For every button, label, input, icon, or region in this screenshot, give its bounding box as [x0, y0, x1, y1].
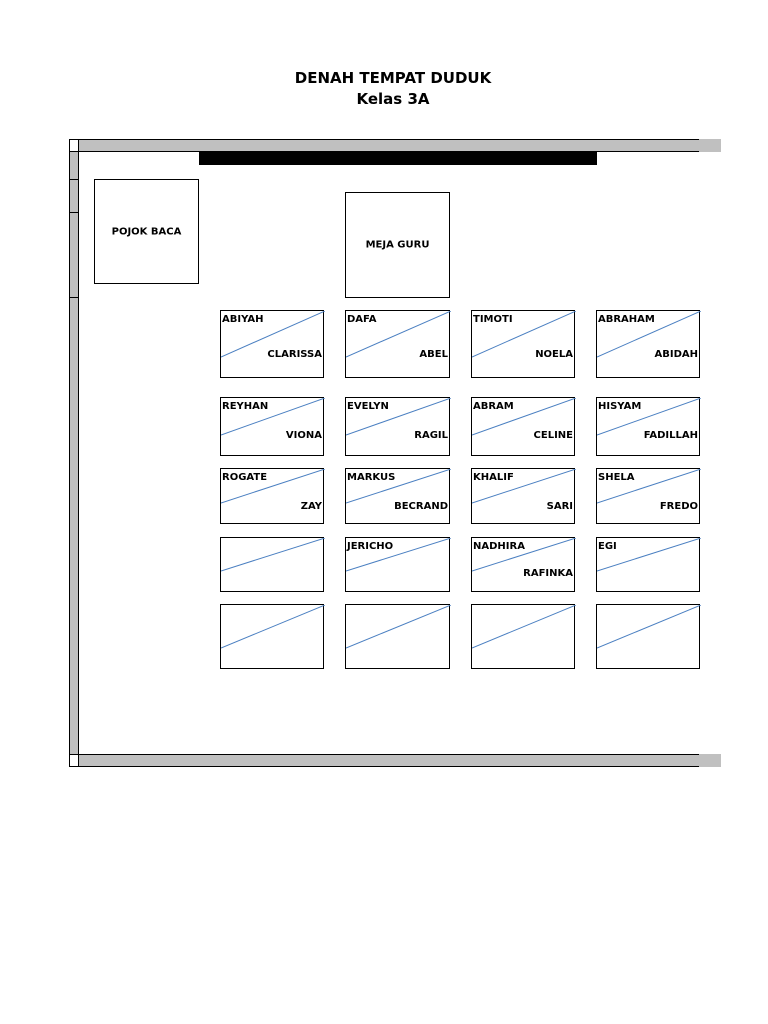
wall-segment-mark — [69, 212, 79, 213]
seat-name-left: NADHIRA — [473, 541, 525, 552]
desk-5-3 — [471, 604, 575, 669]
seat-name-left: JERICHO — [347, 541, 394, 552]
seat-name-right: CELINE — [533, 430, 573, 441]
seat-name-left: SHELA — [598, 472, 635, 483]
seat-name-right: ZAY — [300, 501, 322, 512]
blackboard — [199, 152, 597, 165]
teacher-desk-label: MEJA GURU — [365, 239, 430, 251]
bottom-left-corner — [69, 754, 79, 767]
seat-name-right: ABIDAH — [654, 349, 698, 360]
desk-3-1 — [220, 468, 324, 524]
seat-name-left: ABIYAH — [222, 314, 264, 325]
reading-corner-label: POJOK BACA — [111, 226, 182, 237]
seat-name-left: ABRAM — [473, 401, 514, 412]
seat-name-right: BECRAND — [394, 501, 448, 512]
seat-name-right: NOELA — [535, 349, 573, 360]
bottom-wall — [78, 754, 721, 767]
desk-2-4 — [596, 397, 700, 456]
seat-name-left: REYHAN — [222, 401, 269, 412]
seat-name-left: HISYAM — [598, 401, 642, 412]
desk-2-2 — [345, 397, 450, 456]
seat-name-left: DAFA — [347, 314, 377, 325]
desk-4-2 — [345, 537, 450, 592]
wall-segment-mark — [69, 179, 79, 180]
seat-name-left: EVELYN — [347, 401, 389, 412]
desk-5-1 — [220, 604, 324, 669]
left-wall — [69, 139, 79, 767]
seat-name-right: SARI — [546, 501, 573, 512]
page-subtitle: Kelas 3A — [356, 90, 430, 108]
seat-name-left: MARKUS — [347, 472, 396, 483]
seat-name-right: RAFINKA — [523, 568, 573, 579]
seat-name-right: ABEL — [419, 349, 448, 360]
desk-divider — [472, 605, 576, 670]
teacher-desk — [345, 192, 450, 298]
desk-1-4 — [596, 310, 700, 378]
desk-divider — [597, 605, 701, 670]
wall-segment-mark — [69, 297, 79, 298]
seat-name-right: FREDO — [659, 501, 698, 512]
desk-1-3 — [471, 310, 575, 378]
desk-2-3 — [471, 397, 575, 456]
desk-4-3 — [471, 537, 575, 592]
desk-divider — [221, 605, 325, 670]
seat-name-left: KHALIF — [473, 472, 514, 483]
seat-name-right: VIONA — [285, 430, 322, 441]
desk-1-1 — [220, 310, 324, 378]
desk-3-3 — [471, 468, 575, 524]
page-title: DENAH TEMPAT DUDUK — [294, 69, 492, 87]
desk-3-2 — [345, 468, 450, 524]
top-wall — [78, 139, 721, 152]
reading-corner — [94, 179, 199, 284]
desk-5-2 — [345, 604, 450, 669]
desk-divider — [221, 538, 325, 593]
desk-5-4 — [596, 604, 700, 669]
seat-name-right: CLARISSA — [267, 349, 322, 360]
desk-2-1 — [220, 397, 324, 456]
desk-4-1 — [220, 537, 324, 592]
top-left-corner — [69, 139, 79, 152]
desk-1-2 — [345, 310, 450, 378]
desk-4-4 — [596, 537, 700, 592]
seat-name-left: EGI — [598, 541, 617, 552]
seat-name-left: ABRAHAM — [598, 314, 655, 325]
seat-name-left: TIMOTI — [473, 314, 513, 325]
seat-name-right: RAGIL — [414, 430, 448, 441]
desk-divider — [346, 605, 451, 670]
seat-name-right: FADILLAH — [643, 430, 698, 441]
seat-name-left: ROGATE — [222, 472, 268, 483]
desk-3-4 — [596, 468, 700, 524]
